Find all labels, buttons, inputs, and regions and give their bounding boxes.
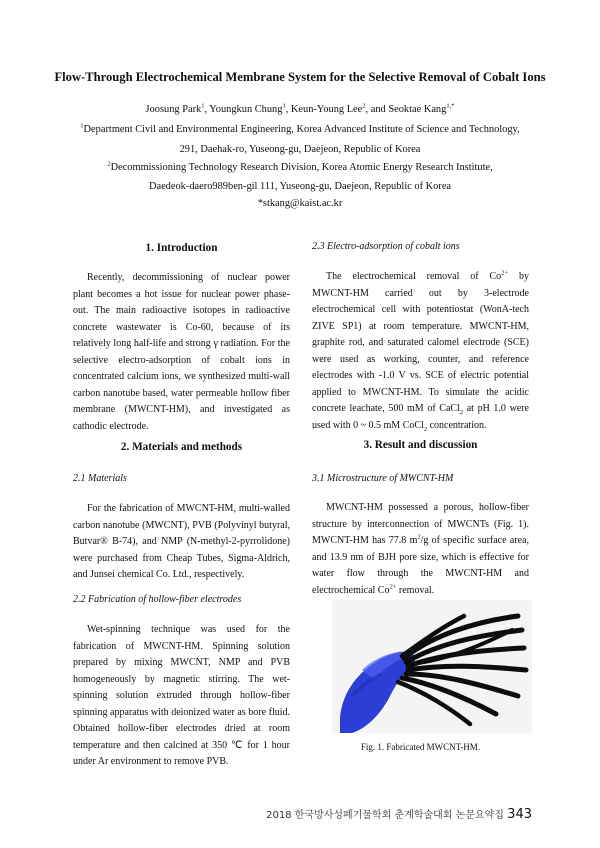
intro-paragraph: Recently, decommissioning of nuclear power plant becomes a hot issue for nuclear power phase-out. The main radioactive isotopes in radioactive concrete wastewater is Co-60, because of its relatively long half-life and strong γ radiation. For the selective electro-adsorption of cobalt ions in concentrated calcium ions, we synthesized multi-wall carbon nanotube based, water permeable hollow fiber membrane (MWCNT-HM), and investigated as cathodic electrode. <box>73 272 290 432</box>
mwcnt-hm-photo <box>332 600 532 733</box>
footer-conference-name: 2018 한국방사성폐기물학회 춘계학술대회 논문요약집 <box>266 810 504 821</box>
heading-materials-methods: 2. Materials and methods <box>120 441 243 453</box>
corresponding-email: *stkang@kaist.ac.kr <box>257 198 343 209</box>
affiliation-2: $^2$Decommissioning Technology Research Division, Korea Atomic Energy Research Institute, <box>107 160 493 173</box>
heading-3-1: 3.1 Microstructure of MWCNT-HM <box>312 473 454 484</box>
figure-caption: Fig. 1. Fabricated MWCNT-HM. <box>360 742 481 752</box>
heading-2-3: 2.3 Electro-adsorption of cobalt ions <box>312 241 460 252</box>
page-number: 343 <box>507 807 532 822</box>
microstructure-paragraph: MWCNT-HM possessed a porous, hollow-fiber structure by interconnection of MWCNTs (Fig. 1). MWCNT-HM has 77.8 $m^2/g$ of specific surface area, and 13.9 nm of BJH pore size, which is effective for water flow through the MWCNT-HM and electrochemical $Co^{2+}$ removal. <box>312 502 530 596</box>
materials-paragraph: For the fabrication of MWCNT-HM, multi-walled carbon nanotube (MWCNT), PVB (Polyvinyl butyral, Butvar® B-74), and NMP (N-methyl-2-pyrrolidone) were purchased from Cheap Tubes, Sigma-Aldrich, and Junsei chemical Co. Ltd., respectively. <box>73 503 290 580</box>
author-list: Joosung Park$^1$, Youngkun Chung$^1$, Keun-Young Lee$^2$, and Seoktae Kang$^{1,*}$ <box>145 102 455 115</box>
heading-introduction: 1. Introduction <box>145 242 218 254</box>
affiliation-1-address: 291, Daehak-ro, Yuseong-gu, Daejeon, Republic of Korea <box>179 144 421 155</box>
heading-2-2: 2.2 Fabrication of hollow-fiber electrodes <box>73 594 242 605</box>
heading-2-1: 2.1 Materials <box>73 473 127 484</box>
affiliation-2-address: Daedeok-daero989ben-gil 111, Yuseong-gu, Daejeon, Republic of Korea <box>148 181 452 192</box>
affiliation-1: $^1$Department Civil and Environmental Engineering, Korea Advanced Institute of Science and Technology, <box>80 122 520 135</box>
page-footer <box>266 806 532 822</box>
paper-title: Flow-Through Electrochemical Membrane System for the Selective Removal of Cobalt Ions <box>54 70 546 84</box>
heading-results: 3. Result and discussion <box>363 439 478 451</box>
electro-adsorption-paragraph: The electrochemical removal of $Co^{2+}$ by MWCNT-HM carried out by 3-electrode electrochemical cell with potentiostat (WonA-tech ZIVE SP1) at room temperature. MWCNT-HM, graphite rod, and saturated calomel electrode (SCE) were used as working, counter, and reference electrodes with -1.0 V vs. SCE of electric potential applied to MWCNT-HM. To simulate the acidic concrete leachate, 500 mM of CaCl$_2$ at pH 1.0 were used with 0 ~ 0.5 mM CoCl$_2$ concentration. <box>312 269 530 433</box>
fabrication-paragraph: Wet-spinning technique was used for the fabrication of MWCNT-HM. Spinning solution prepared by mixing MWCNT, NMP and PVB homogeneously by magnetic stirring. The wet-spinning solution extruded through hollow-fiber spinning apparatus with deionized water as bore fluid. Obtained hollow-fiber electrodes dried at room temperature and then calcined at 350 ℃ for 1 hour under Ar environment to remove PVB. <box>73 624 290 767</box>
